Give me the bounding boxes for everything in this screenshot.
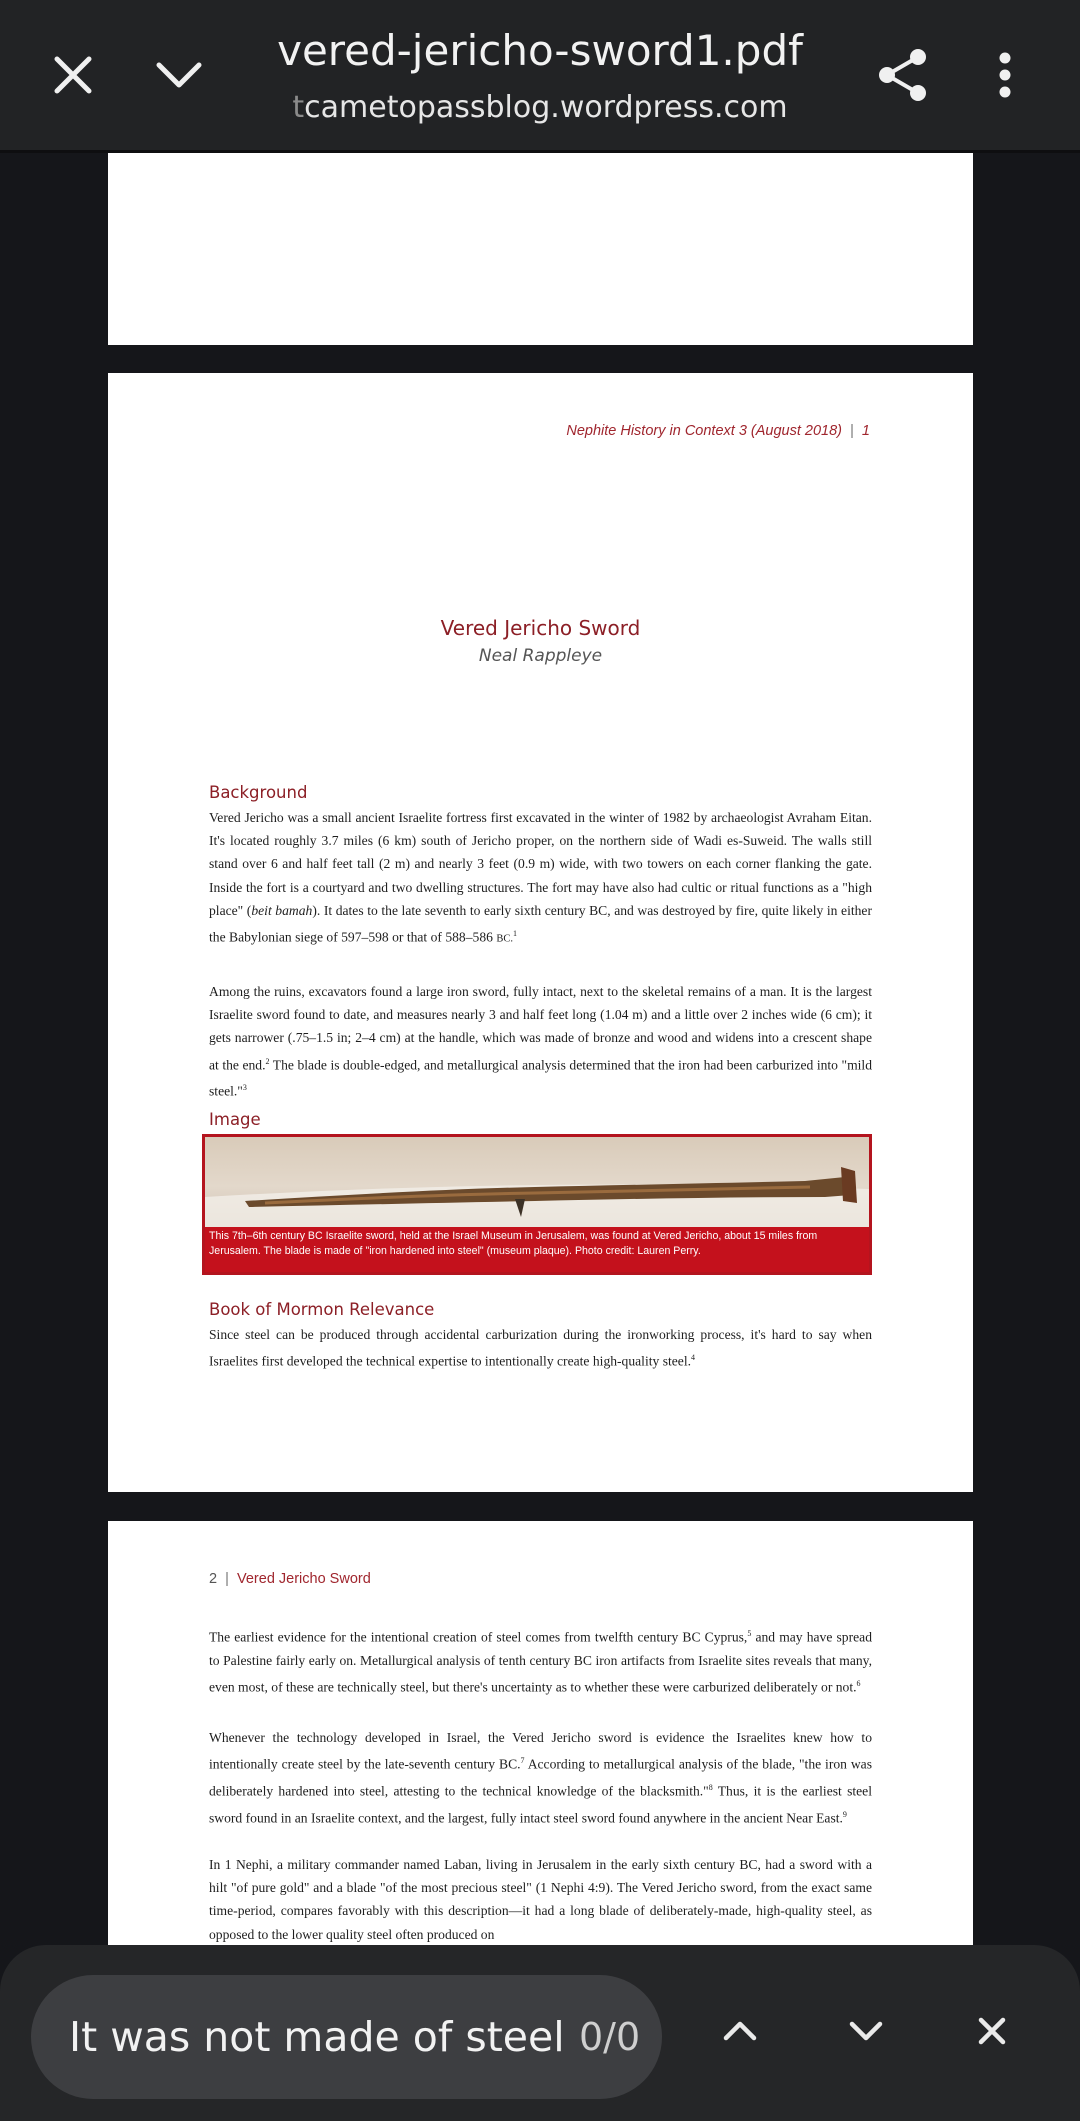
find-query[interactable]: It was not made of steel — [69, 2013, 565, 2061]
sword-photo — [205, 1137, 869, 1227]
figure-caption: This 7th–6th century BC Israelite sword, held at the Israel Museum in Jerusalem, was found at Vered Jericho, about 15 miles from Jerusalem. The blade is made of "iron hardened into steel" (museum plaque). Photo credit: Lauren Perry. — [209, 1230, 818, 1257]
paragraph: Among the ruins, excavators found a large iron sword, fully intact, next to the skeletal remains of a man. It is the largest Israelite sword found to date, and measures nearly 3 and half feet long (1.04 m) and a little over 2 inches wide (6 cm); it gets narrower (.75–1.5 in; 2–4 cm) at the handle, which was made of bronze and wood and widens into a crescent shape at the end.$^2$ The blade is double-edged, and metallurgical analysis determined that the iron had been carburized into "mild steel."$^3$ — [209, 984, 872, 1099]
doc-title: Vered Jericho Sword — [440, 616, 641, 640]
source-url: tcametopassblog.wordpress.com — [292, 90, 788, 125]
chevron-down-icon[interactable] — [834, 1999, 898, 2063]
close-icon[interactable] — [38, 40, 108, 110]
match-count: 0/0 — [579, 2015, 641, 2059]
paragraph: In 1 Nephi, a military commander named Laban, living in Jerusalem in the early sixth century BC, had a sword with a hilt "of pure gold" and a blade "of the most precious steel" (1 Nephi 4:9). The Vered Jericho sword, from the exact same time-period, compares favorably with this description—it had a long blade of deliberately-made, high-quality steel, as opposed to the lower quality steel often produced on — [209, 1857, 872, 1942]
doc-author: Neal Rappleye — [478, 646, 603, 666]
find-bar — [0, 1945, 1080, 2121]
find-input[interactable] — [31, 1975, 662, 2099]
pdf-page-1 — [108, 373, 973, 1492]
section-heading-background: Background — [209, 783, 308, 802]
paragraph: Vered Jericho was a small ancient Israelite fortress first excavated in the winter of 1982 by archaeologist Avraham Eitan. It's located roughly 3.7 miles (6 km) south of Jericho proper, on the northern side of Wadi es-Suweid. The walls still stand over 6 and half feet tall (2 m) and nearly 3 feet (0.9 m) wide, with two towers on each corner flanking the gate. Inside the fort is a courtyard and two dwelling structures. The fort may have also had cultic or ritual functions as a "high place" (beit bamah). It dates to the late seventh to early sixth century BC, and was destroyed by fire, quite likely in either the Babylonian siege of 597–598 or that of 588–586 BC.$^1$ — [209, 810, 872, 945]
share-icon[interactable] — [868, 40, 938, 110]
section-heading-image: Image — [209, 1110, 261, 1129]
running-header: Nephite History in Context 3 (August 2018) | 1 — [566, 423, 870, 439]
running-header: 2 | Vered Jericho Sword — [209, 1571, 371, 1587]
paragraph: The earliest evidence for the intentional creation of steel comes from twelfth century BC Cyprus,$^5$ and may have spread to Palestine fairly early on. Metallurgical analysis of tenth century BC iron artifacts from Israelite sites reveals that many, even most, of these are technically steel, but there's uncertainty as to whether these were carburized deliberately or not.$^6$ — [209, 1629, 872, 1695]
more-vert-icon[interactable] — [970, 40, 1040, 110]
pdf-page-previous — [108, 153, 973, 345]
figure — [202, 1134, 872, 1275]
paragraph: Since steel can be produced through accidental carburization during the ironworking process, it's hard to say when Israelites first developed the technical expertise to intentionally create high-quality steel.$^4$ — [209, 1327, 872, 1369]
close-icon[interactable] — [960, 1999, 1024, 2063]
paragraph: Whenever the technology developed in Israel, the Vered Jericho sword is evidence the Israelites knew how to intentionally create steel by the late-seventh century BC.$^7$ According to metallurgical analysis of the blade, "the iron was deliberately hardened into steel, attesting to the technical knowledge of the blacksmith."$^8$ Thus, it is the earliest steel sword found in an Israelite context, and the largest, fully intact steel sword found anywhere in the ancient Near East.$^9$ — [209, 1730, 872, 1826]
chevron-up-icon[interactable] — [708, 1999, 772, 2063]
section-heading-relevance: Book of Mormon Relevance — [209, 1300, 435, 1319]
app-bar — [0, 0, 1080, 153]
file-name: vered-jericho-sword1.pdf — [277, 26, 803, 75]
